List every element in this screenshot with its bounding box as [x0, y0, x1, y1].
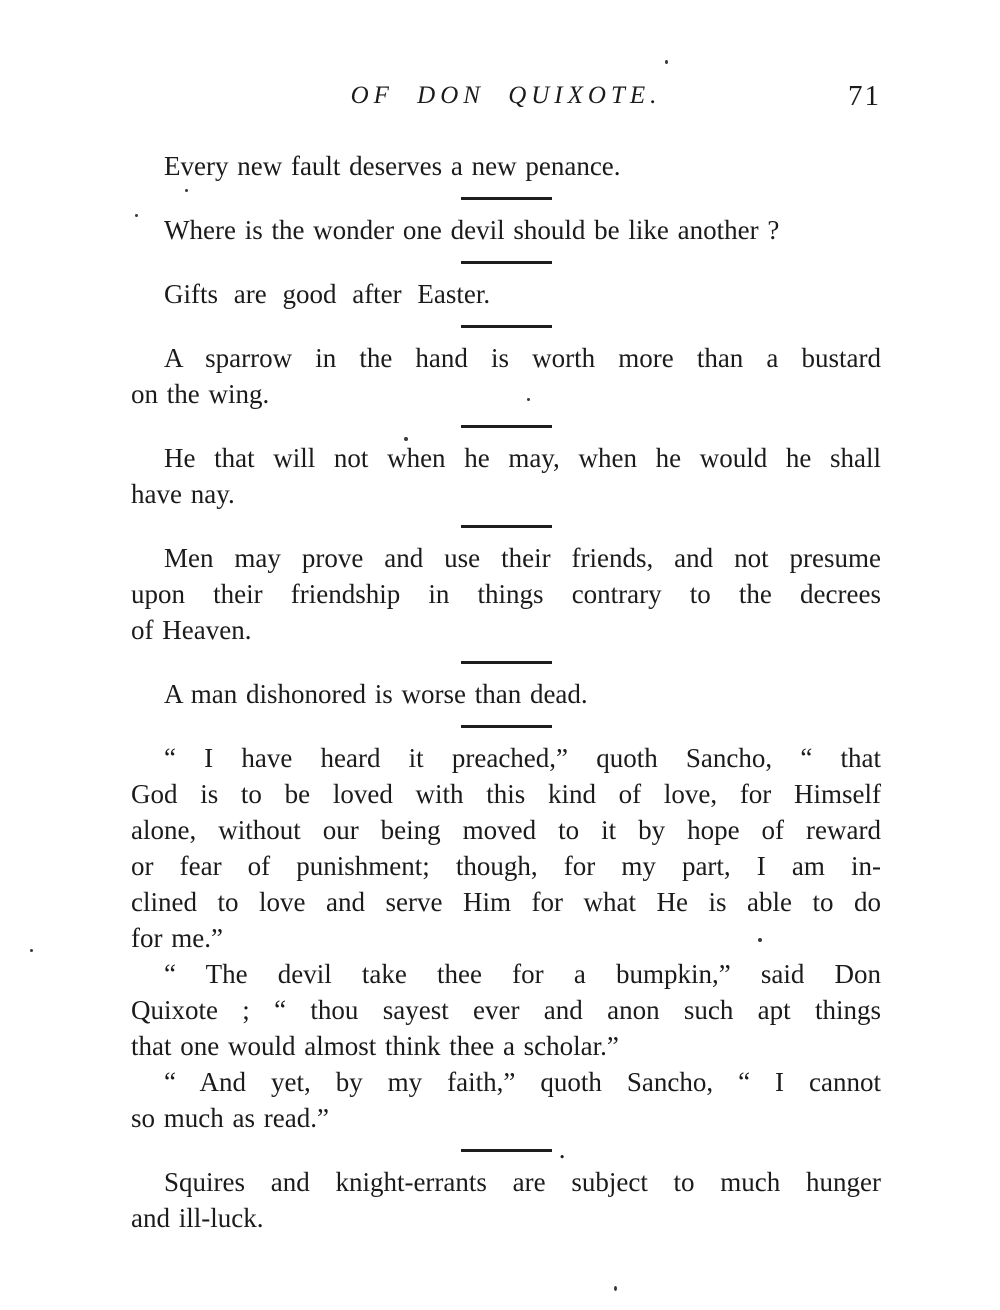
- scan-speck: [758, 938, 762, 942]
- dialogue-paragraph: [131, 956, 881, 1064]
- section-divider-rule: [461, 261, 552, 264]
- section-divider-rule: [461, 197, 552, 200]
- text-line: alone, without our being moved to it by hope of reward: [131, 815, 881, 845]
- text-line: Squires and knight-errants are subject to much hunger: [164, 1167, 881, 1197]
- section-divider-rule: [461, 525, 552, 528]
- proverb-block: [131, 1164, 881, 1236]
- proverb-block: [131, 148, 881, 184]
- text-line: Where is the wonder one devil should be like another ?: [164, 215, 780, 245]
- dialogue-paragraph: [131, 1064, 881, 1136]
- scan-speck: [185, 189, 188, 192]
- scan-speck: [614, 1286, 617, 1291]
- text-line: upon their friendship in things contrary to the decrees: [131, 579, 881, 609]
- text-line: Gifts are good after Easter.: [164, 279, 491, 309]
- text-line: A sparrow in the hand is worth more than a bustard: [164, 343, 881, 373]
- scan-speck: [404, 437, 408, 441]
- text-line: so much as read.”: [131, 1103, 329, 1133]
- section-divider-rule: [461, 725, 552, 728]
- text-line: that one would almost think thee a scholar.”: [131, 1031, 619, 1061]
- proverb-block: [131, 212, 881, 248]
- text-line: Quixote ; “ thou sayest ever and anon such apt things: [131, 995, 881, 1025]
- section-divider-rule: [461, 661, 552, 664]
- text-line: on the wing.: [131, 379, 270, 409]
- text-line: A man dishonored is worse than dead.: [164, 679, 588, 709]
- page-number: 71: [848, 80, 881, 112]
- proverb-block: [131, 540, 881, 648]
- proverb-block: [131, 340, 881, 412]
- text-line: and ill-luck.: [131, 1203, 264, 1233]
- text-line: “ I have heard it preached,” quoth Sancho, “ that: [164, 743, 881, 773]
- section-divider-rule: [461, 1134, 566, 1164]
- text-line: for me.”: [131, 923, 223, 953]
- text-line: have nay.: [131, 479, 235, 509]
- text-line: “ And yet, by my faith,” quoth Sancho, “ I cannot: [164, 1067, 881, 1097]
- text-line: of Heaven.: [131, 615, 252, 645]
- section-divider-rule: [461, 325, 552, 328]
- dialogue-paragraph: [131, 740, 881, 956]
- section-divider-rule: [461, 425, 552, 428]
- text-line: or fear of punishment; though, for my part, I am in-: [131, 851, 881, 881]
- text-line: Every new fault deserves a new penance.: [164, 151, 621, 181]
- running-header: [131, 82, 881, 118]
- text-line: Men may prove and use their friends, and not presume: [164, 543, 881, 573]
- text-line: God is to be loved with this kind of love, for Himself: [131, 779, 881, 809]
- proverb-block: [131, 440, 881, 512]
- page-body-text: [131, 148, 881, 1236]
- scan-speck: [527, 398, 530, 401]
- proverb-block: [131, 276, 881, 312]
- text-line: clined to love and serve Him for what He is able to do: [131, 887, 881, 917]
- text-line: “ The devil take thee for a bumpkin,” said Don: [164, 959, 881, 989]
- scan-speck: [135, 214, 138, 217]
- proverb-block: [131, 676, 881, 712]
- rule-trailing-mark: .: [558, 1134, 566, 1164]
- scan-speck: [30, 949, 33, 952]
- text-line: He that will not when he may, when he would he shall: [164, 443, 881, 473]
- page-header-title: OF DON QUIXOTE.: [350, 82, 662, 109]
- scan-speck: [665, 60, 668, 64]
